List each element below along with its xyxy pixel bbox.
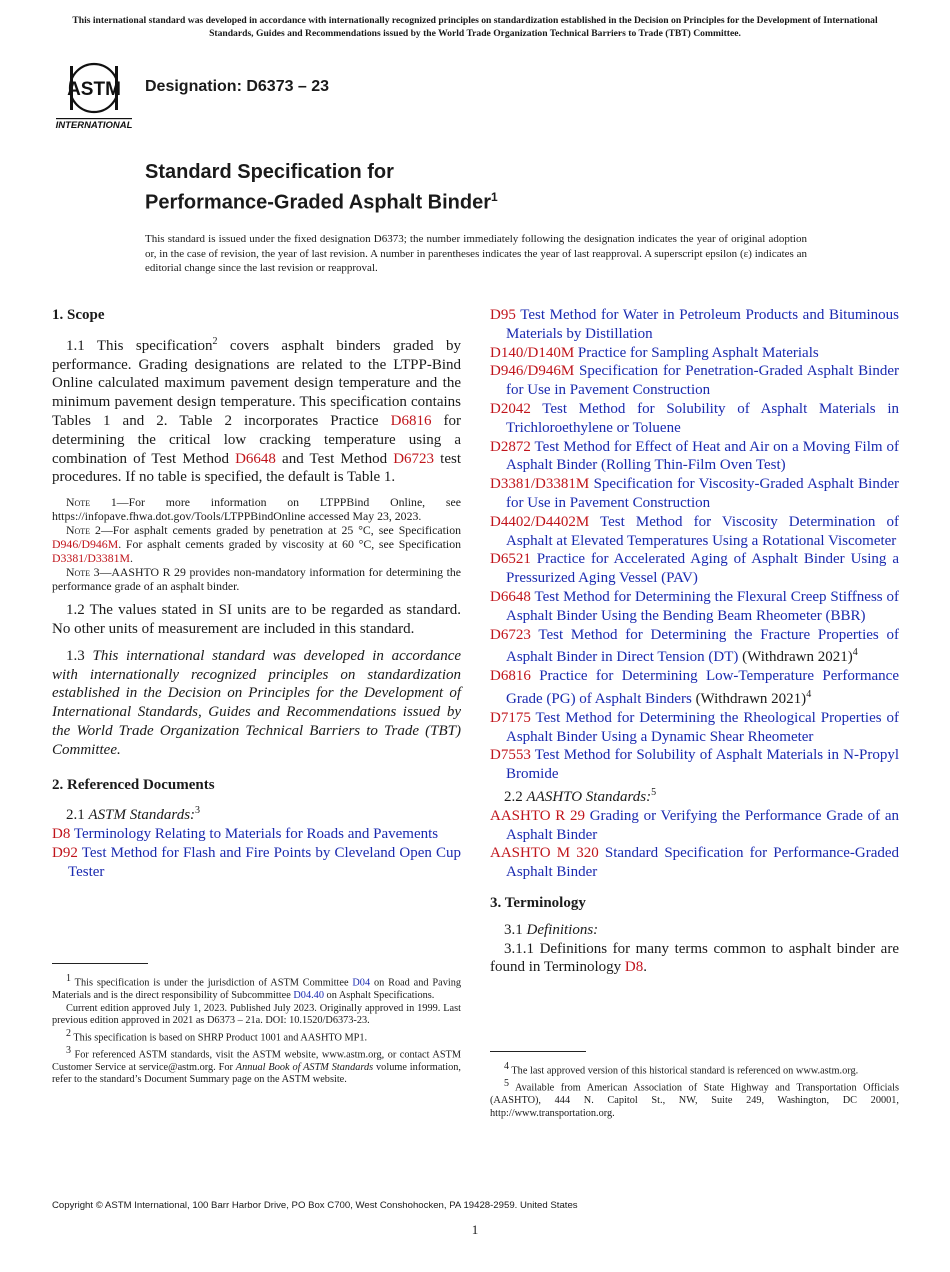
reference-code-link[interactable]: D140/D140M (490, 344, 575, 361)
reference-item (490, 513, 899, 551)
reference-code-link[interactable]: D8 (52, 826, 71, 843)
footnote-rule-right (490, 1051, 586, 1052)
scope-para-1-3: 1.3 This international standard was developed in accordance with internationally recognized principles on standardization established in the Decision on Principles for the Development of International Standards, Guides and Recommendations issued by the World Trade Organization Technical Barriers to Trade (TBT) Committee. (52, 647, 462, 758)
reference-title-link[interactable]: Test Method for Determining the Fracture Properties of Asphalt Binder in Direct Tension (DT) (506, 626, 900, 666)
issued-under-statement: This standard is issued under the fixed designation D6373; the number immediately following the designation indicates the year of original adoption or, in the case of revision, the year of last revision. A number in parentheses indicates the year of last reapproval. A superscript epsilon (ε) indicates an editorial change since the last revision or reapproval. (145, 233, 807, 274)
reference-code-link[interactable]: D2872 (490, 438, 531, 455)
note-1: Note 1—For more information on LTPPBind Online, see https://infopave.fhwa.dot.gov/Tools/LTPPBindOnline accessed May 23, 2023. (52, 495, 461, 524)
reference-item (490, 362, 899, 400)
link-d6723[interactable]: D6723 (393, 450, 435, 467)
referenced-heading: 2. Referenced Documents (52, 776, 215, 793)
reference-title-link[interactable]: Test Method for Determining the Rheological Properties of Asphalt Binder Using a Dynamic Shear Rheometer (506, 709, 899, 745)
reference-title-link[interactable]: Test Method for Solubility of Asphalt Materials in N-Propyl Bromide (506, 747, 899, 783)
reference-item (490, 626, 899, 668)
reference-title-link[interactable]: Practice for Accelerated Aging of Asphalt Binder Using a Pressurized Aging Vessel (PAV) (506, 551, 899, 587)
reference-title-link[interactable]: Practice for Determining Low-Temperature Performance Grade (PG) of Asphalt Binders (506, 668, 900, 707)
reference-item (490, 667, 899, 709)
aashto-list (490, 807, 899, 882)
reference-item (490, 306, 899, 344)
title-line-1: Standard Specification for (145, 161, 394, 183)
reference-title-link[interactable]: Standard Specification for Performance-Graded Asphalt Binder (506, 845, 900, 881)
reference-title-link[interactable]: Test Method for Water in Petroleum Products and Bituminous Materials by Distillation (506, 307, 900, 342)
reference-item (490, 400, 899, 438)
scope-para-1-2: 1.2 The values stated in SI units are to be regarded as standard. No other units of measurement are included in this standard. (52, 602, 461, 637)
reference-item (490, 550, 899, 588)
reference-code-link[interactable]: D7553 (490, 747, 531, 764)
footnote-3: $^3$ For referenced ASTM standards, visit the ASTM website, www.astm.org, or contact ASTM Customer Service at service@astm.org. For Annual Book of ASTM Standards volume information, refer to the standard’s Document Summary page on the ASTM website. (52, 1044, 461, 1086)
reference-code-link[interactable]: D6816 (490, 668, 531, 685)
astm-standards-label: 2.1 ASTM Standards:$^3$ (66, 805, 201, 824)
reference-code-link[interactable]: D4402/D4402M (490, 513, 590, 530)
reference-code-link[interactable]: D6521 (490, 551, 531, 568)
reference-item (490, 746, 899, 784)
reference-title-link[interactable]: Specification for Penetration-Graded Asphalt Binder for Use in Pavement Construction (506, 363, 900, 399)
logo-top-text: ASTM (67, 79, 121, 100)
reference-code-link[interactable]: D95 (490, 307, 516, 323)
reference-code-link[interactable]: D92 (52, 844, 78, 861)
reference-item (52, 825, 461, 844)
reference-title-link[interactable]: Test Method for Flash and Fire Points by Cleveland Open Cup Tester (68, 844, 461, 880)
reference-title-link[interactable]: Test Method for Viscosity Determination of Asphalt at Elevated Temperatures Using a Rotational Viscometer (506, 513, 900, 549)
reference-item (52, 844, 461, 882)
reference-item (490, 475, 899, 513)
terminology-3-1-1: 3.1.1 Definitions for many terms common to asphalt binder are found in Terminology D8. (490, 940, 899, 976)
link-d8-terminology[interactable]: D8 (624, 959, 644, 976)
reference-code-link[interactable]: AASHTO M 320 (490, 845, 599, 862)
reference-item (490, 709, 899, 747)
scope-notes (52, 495, 461, 593)
astm-list-right (490, 306, 899, 784)
footnote-rule-left (52, 963, 148, 964)
current-edition: Current edition approved July 1, 2023. Published July 2023. Originally approved in 1999. Last previous edition approved in 2021 as D6373 – 21a. DOI: 10.1520/D6373-23. (52, 1002, 461, 1027)
reference-code-link[interactable]: D6723 (490, 626, 531, 643)
reference-item (490, 807, 899, 845)
link-d04-40[interactable]: D04.40 (293, 990, 324, 1002)
reference-code-link[interactable]: D7175 (490, 709, 531, 726)
reference-code-link[interactable]: D946/D946M (490, 363, 575, 380)
footnote-1: $^1$ This specification is under the jurisdiction of ASTM Committee D04 on Road and Paving Materials and is the direct responsibility of Subcommittee D04.40 on Asphalt Specifications. (52, 973, 461, 1002)
scope-heading: 1. Scope (52, 307, 105, 323)
reference-title-link[interactable]: Practice for Sampling Asphalt Materials (577, 344, 819, 361)
footnotes-left (52, 973, 461, 1087)
reference-footnote-marker: 4 (852, 647, 858, 659)
reference-item (490, 588, 899, 626)
terminology-heading: 3. Terminology (490, 894, 586, 911)
reference-code-link[interactable]: D6648 (490, 588, 531, 605)
footnotes-right (490, 1061, 899, 1120)
title-footnote-marker: 1 (491, 190, 498, 204)
reference-item (490, 344, 899, 363)
title-line-2: Performance-Graded Asphalt Binder (145, 191, 492, 214)
reference-code-link[interactable]: D3381/D3381M (490, 476, 590, 493)
reference-item (490, 438, 899, 476)
link-d946[interactable]: D946/D946M (52, 537, 119, 552)
reference-footnote-marker: 4 (806, 688, 812, 700)
footnote-4: $^4$ The last approved version of this historical standard is referenced on www.astm.org. (504, 1061, 859, 1077)
footnote-5: $^5$ Available from American Association of State Highway and Transportation Officials (AASHTO), 444 N. Capitol St., NW, Suite 249, Washington, DC 20001, http://www.transportation.org. (490, 1078, 899, 1119)
logo-bottom-text: INTERNATIONAL (55, 120, 133, 131)
left-column (52, 306, 461, 882)
reference-title-link[interactable]: Grading or Verifying the Performance Grade of an Asphalt Binder (506, 807, 899, 843)
reference-code-link[interactable]: AASHTO R 29 (490, 807, 585, 824)
scope-para-1-1: 1.1 This specification$^2$ covers asphalt binders graded by performance. Grading designations are related to the LTPP-Bind Online calculated maximum pavement design temperature and the minimum pavement design temperature. This specification contains Tables 1 and 2. Table 2 incorporates Practice D6816 for determining the critical low cracking temperature using a combination of Test Method D6648 and Test Method D6723 test procedures. If no table is specified, the default is Table 1. (52, 335, 462, 486)
link-d6648[interactable]: D6648 (235, 450, 276, 467)
copyright: Copyright © ASTM International, 100 Barr Harbor Drive, PO Box C700, West Conshohocken, PA 19428-2959. United States (52, 1200, 578, 1211)
note-2: Note 2—For asphalt cements graded by penetration at 25 °C, see Specification D946/D946M. For asphalt cements graded by viscosity at 60 °C, see Specification D3381/D3381M. (52, 523, 461, 566)
terminology-3-1: 3.1 Definitions: (504, 921, 599, 938)
link-d04[interactable]: D04 (352, 977, 371, 989)
reference-withdrawn-note: (Withdrawn 2021) (691, 690, 807, 707)
designation: Designation: D6373 – 23 (145, 78, 330, 95)
reference-withdrawn-note: (Withdrawn 2021) (738, 649, 853, 666)
header-notice: This international standard was developed in accordance with internationally recognized principles on standardization established in the Decision on Principles for the Development of International Standards, Guides and Recommendations issued by the World Trade Organization Technical Barriers to Trade (TBT) Committee. (72, 15, 878, 39)
note-3: Note 3—AASHTO R 29 provides non-mandatory information for determining the performance grade of an asphalt binder. (52, 565, 461, 594)
reference-item (490, 844, 899, 882)
page-title (145, 160, 498, 216)
astm-logo (52, 58, 136, 132)
aashto-standards-label: 2.2 AASHTO Standards:$^5$ (504, 786, 657, 805)
reference-title-link[interactable]: Specification for Viscosity-Graded Asphalt Binder for Use in Pavement Construction (506, 476, 899, 511)
reference-title-link[interactable]: Terminology Relating to Materials for Roads and Pavements (73, 826, 439, 843)
link-d6816[interactable]: D6816 (390, 412, 432, 429)
reference-code-link[interactable]: D2042 (490, 400, 531, 417)
reference-title-link[interactable]: Test Method for Effect of Heat and Air on a Moving Film of Asphalt Binder (Rolling Thin-Film Oven Test) (506, 438, 900, 474)
page-number: 1 (471, 1222, 479, 1237)
reference-title-link[interactable]: Test Method for Solubility of Asphalt Materials in Trichloroethylene or Toluene (506, 400, 899, 436)
footnote-2: $^2$ This specification is based on SHRP Product 1001 and AASHTO MP1. (66, 1027, 368, 1044)
astm-list-left (52, 825, 461, 881)
reference-title-link[interactable]: Test Method for Determining the Flexural Creep Stiffness of Asphalt Binder Using the Bending Beam Rheometer (BBR) (506, 588, 899, 624)
right-column (490, 306, 899, 985)
link-d3381[interactable]: D3381/D3381M (52, 551, 130, 566)
